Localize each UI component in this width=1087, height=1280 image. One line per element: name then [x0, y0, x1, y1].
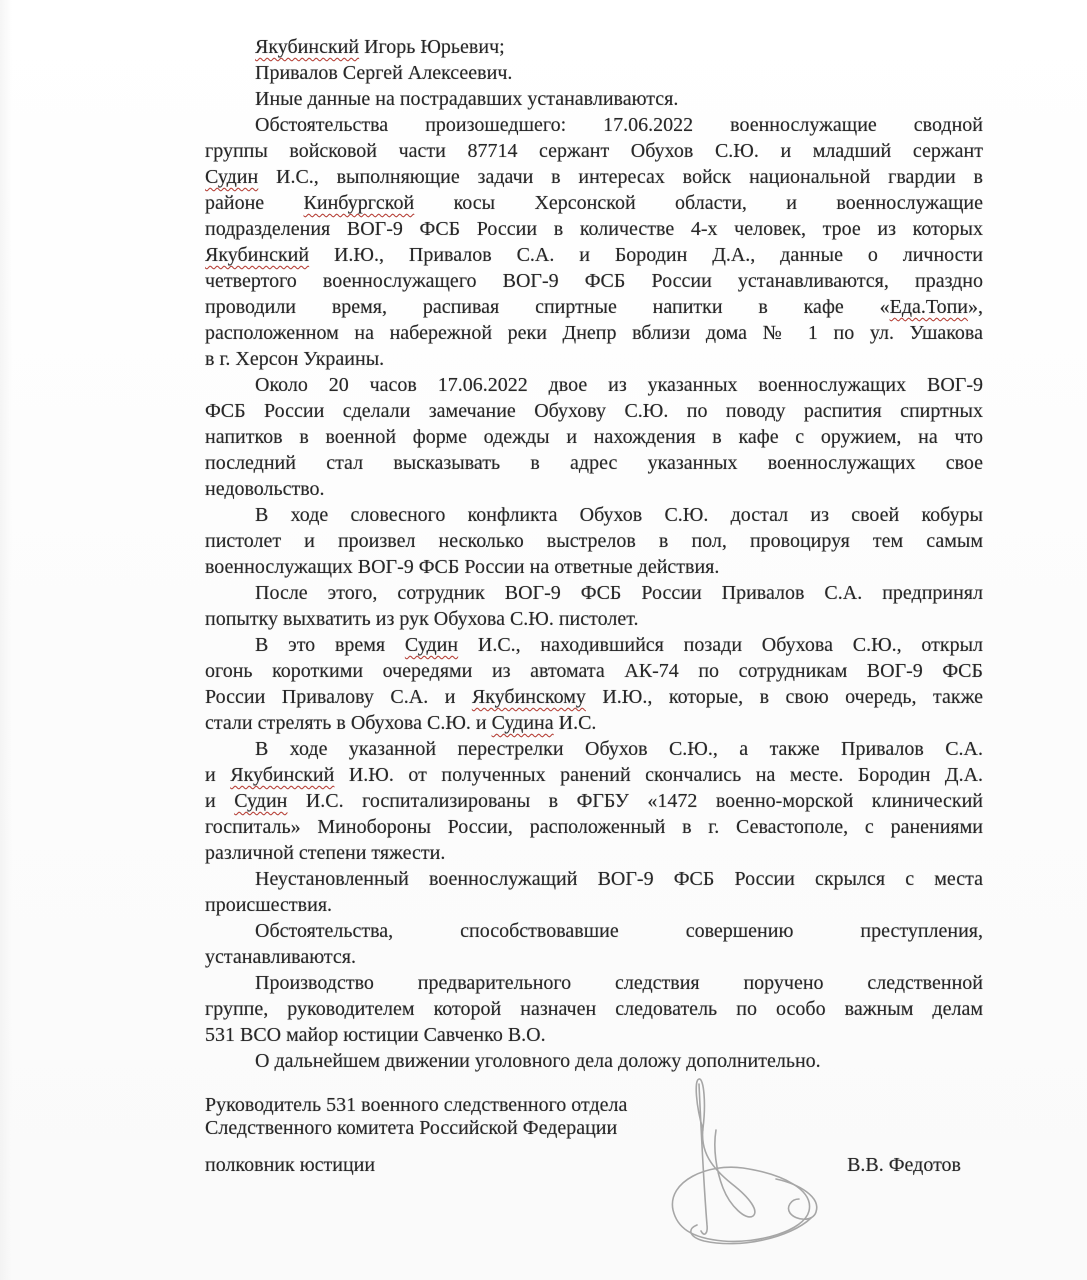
- paragraph: [205, 502, 983, 580]
- text-segment: В ходе указанной перестрелки Обухов С.Ю., а также Привалов С.А.: [255, 738, 983, 760]
- signoff-row: [205, 1154, 961, 1177]
- text-segment: Привалов Сергей Алексеевич.: [255, 62, 513, 84]
- paragraph: [205, 112, 983, 372]
- signoff-title-line-1: Руководитель 531 военного следственного отдела: [205, 1094, 628, 1116]
- text-line: [205, 996, 983, 1022]
- signature-scribble: [628, 1068, 843, 1250]
- text-segment: группы войсковой части 87714 сержант Обухов С.Ю. и младший сержант: [205, 140, 983, 162]
- text-segment: в г. Херсон Украины.: [205, 348, 385, 370]
- paragraph: [205, 632, 983, 736]
- misspelled-word: Судина: [491, 712, 554, 734]
- text-segment: Обстоятельства произошедшего: 17.06.2022 военнослужащие сводной: [255, 114, 983, 136]
- text-segment: »,: [968, 296, 983, 318]
- signoff-title-line-2: Следственного комитета Российской Федерации: [205, 1117, 618, 1139]
- text-line: [205, 606, 983, 632]
- text-line: [205, 1022, 983, 1048]
- text-line: [205, 450, 983, 476]
- signature-block: [205, 1094, 961, 1177]
- text-line: [205, 424, 983, 450]
- text-segment: После этого, сотрудник ВОГ-9 ФСБ России Привалов С.А. предпринял: [255, 582, 983, 604]
- text-segment: различной степени тяжести.: [205, 842, 446, 864]
- text-line: [205, 866, 983, 892]
- text-line: [205, 814, 983, 840]
- paragraph: [205, 736, 983, 866]
- text-line: [205, 112, 983, 138]
- text-line: [205, 242, 983, 268]
- text-segment: Игорь Юрьевич;: [359, 36, 505, 58]
- text-segment: военнослужащих ВОГ-9 ФСБ России на ответные действия.: [205, 556, 720, 578]
- misspelled-word: Судин: [205, 166, 259, 188]
- text-segment: проводили время, распивая спиртные напитки в кафе «: [205, 296, 890, 318]
- text-line: [205, 762, 983, 788]
- text-segment: недовольство.: [205, 478, 325, 500]
- text-line: [205, 788, 983, 814]
- text-segment: и: [205, 790, 235, 812]
- text-line: [205, 554, 983, 580]
- text-segment: огонь короткими очередями из автомата АК-74 по сотрудникам ВОГ-9 ФСБ: [205, 660, 983, 682]
- text-line: [205, 138, 983, 164]
- text-segment: расположенном на набережной реки Днепр вблизи дома № 1 по ул. Ушакова: [205, 322, 983, 344]
- text-line: [205, 476, 983, 502]
- text-segment: Неустановленный военнослужащий ВОГ-9 ФСБ России скрылся с места: [255, 868, 983, 890]
- text-segment: четвертого военнослужащего ВОГ-9 ФСБ России устанавливаются, праздно: [205, 270, 983, 292]
- text-segment: группе, руководителем которой назначен следователь по особо важным делам: [205, 998, 983, 1020]
- misspelled-word: Еда.Топи: [889, 296, 968, 318]
- paragraph: [205, 372, 983, 502]
- text-segment: пистолет и произвел несколько выстрелов в пол, провоцируя тем самым: [205, 530, 983, 552]
- text-line: [205, 658, 983, 684]
- text-line: [205, 528, 983, 554]
- text-segment: косы Херсонской области, и военнослужащие: [414, 192, 983, 214]
- text-line: [205, 684, 983, 710]
- text-segment: Около 20 часов 17.06.2022 двое из указанных военнослужащих ВОГ-9: [255, 374, 983, 396]
- text-line: [205, 268, 983, 294]
- text-line: [205, 918, 983, 944]
- misspelled-word: Кинбургской: [303, 192, 415, 214]
- misspelled-word: Якубинский: [230, 764, 335, 786]
- text-line: [205, 398, 983, 424]
- text-line: [205, 944, 983, 970]
- text-segment: 531 ВСО майор юстиции Савченко В.О.: [205, 1024, 546, 1046]
- text-line: [205, 372, 983, 398]
- paragraph: [205, 918, 983, 970]
- text-segment: В ходе словесного конфликта Обухов С.Ю. достал из своей кобуры: [255, 504, 983, 526]
- misspelled-word: Якубинский: [205, 244, 310, 266]
- misspelled-word: Судин: [404, 634, 459, 656]
- text-segment: ФСБ России сделали замечание Обухову С.Ю. по поводу распития спиртных: [205, 400, 983, 422]
- text-segment: госпиталь» Минобороны России, расположенный в г. Севастополе, с ранениями: [205, 816, 983, 838]
- text-line: [205, 710, 983, 736]
- text-segment: попытку выхватить из рук Обухова С.Ю. пистолет.: [205, 608, 639, 630]
- text-line: [205, 1048, 983, 1074]
- text-segment: И.С., выполняющие задачи в интересах войск национальной гвардии в: [258, 166, 983, 188]
- text-segment: напитков в военной форме одежды и нахождения в кафе с оружием, на что: [205, 426, 983, 448]
- text-line: [205, 580, 983, 606]
- text-segment: районе: [205, 192, 304, 214]
- text-line: [205, 502, 983, 528]
- text-line: [205, 164, 983, 190]
- text-segment: В это время: [255, 634, 405, 656]
- paragraph: [205, 1048, 983, 1074]
- text-line: [205, 840, 983, 866]
- text-line: [205, 736, 983, 762]
- text-line: [205, 320, 983, 346]
- text-segment: Обстоятельства, способствовавшие совершению преступления,: [255, 920, 983, 942]
- paragraph: [205, 866, 983, 918]
- text-line: [205, 294, 983, 320]
- text-segment: И.Ю. от полученных ранений скончались на месте. Бородин Д.А.: [334, 764, 984, 786]
- text-segment: происшествия.: [205, 894, 333, 916]
- text-segment: и: [205, 764, 231, 786]
- text-line: [205, 216, 983, 242]
- text-line: [205, 34, 983, 60]
- misspelled-word: Якубинскому: [471, 686, 586, 708]
- scan-edge-shade: [0, 0, 12, 1280]
- text-line: [205, 632, 983, 658]
- paragraph: [205, 60, 983, 86]
- text-line: [205, 86, 983, 112]
- misspelled-word: Судин: [234, 790, 288, 812]
- text-line: [205, 892, 983, 918]
- document-body: [205, 34, 983, 1074]
- text-line: [205, 60, 983, 86]
- text-segment: подразделения ВОГ-9 ФСБ России в количестве 4-х человек, трое из которых: [205, 218, 983, 240]
- text-segment: Иные данные на пострадавших устанавливаются.: [255, 88, 679, 110]
- text-line: [205, 346, 983, 372]
- text-line: [205, 970, 983, 996]
- text-segment: О дальнейшем движении уголовного дела доложу дополнительно.: [255, 1050, 821, 1072]
- paragraph: [205, 580, 983, 632]
- text-segment: устанавливаются.: [205, 946, 356, 968]
- signoff-rank: полковник юстиции: [205, 1154, 376, 1176]
- text-segment: И.С.: [553, 712, 597, 734]
- signoff-name: В.В. Федотов: [847, 1154, 961, 1176]
- misspelled-word: Якубинский: [255, 36, 360, 58]
- text-line: [205, 190, 983, 216]
- text-segment: Производство предварительного следствия поручено следственной: [255, 972, 983, 994]
- paragraph: [205, 86, 983, 112]
- paragraph: [205, 970, 983, 1048]
- text-segment: России Привалову С.А. и: [205, 686, 472, 708]
- text-segment: стали стрелять в Обухова С.Ю. и: [205, 712, 492, 734]
- text-segment: И.Ю., которые, в свою очередь, также: [585, 686, 984, 708]
- text-segment: И.С., находившийся позади Обухова С.Ю., открыл: [458, 634, 984, 656]
- paragraph: [205, 34, 983, 60]
- text-segment: И.С. госпитализированы в ФГБУ «1472 военно-морской клинический: [287, 790, 984, 812]
- text-segment: И.Ю., Привалов С.А. и Бородин Д.А., данные о личности: [309, 244, 983, 266]
- text-segment: последний стал высказывать в адрес указанных военнослужащих свое: [205, 452, 983, 474]
